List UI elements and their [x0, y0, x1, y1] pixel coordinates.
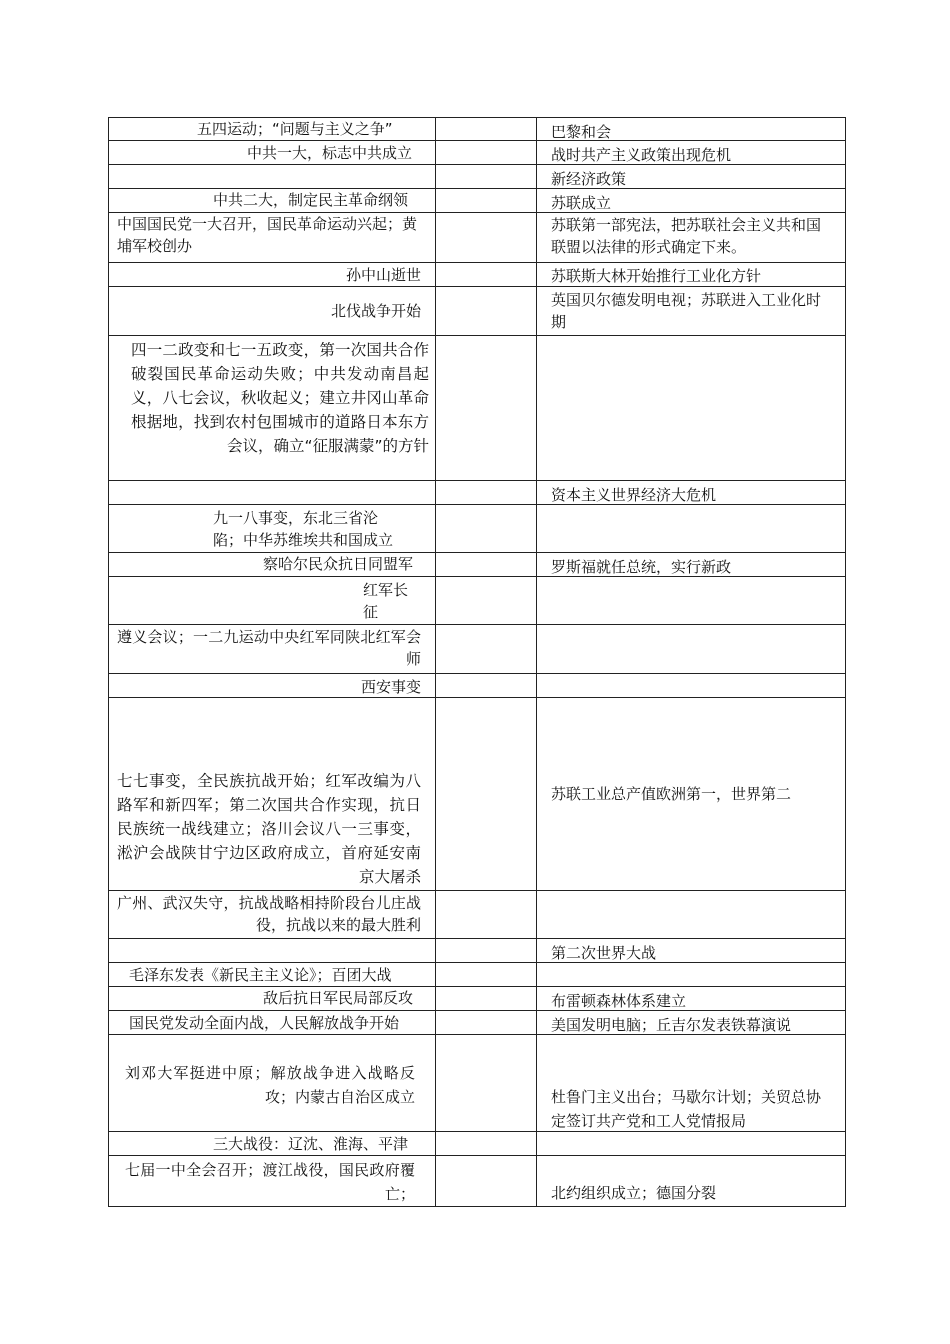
- world-event-text: [537, 1132, 845, 1154]
- china-event-cell: [109, 698, 436, 891]
- world-event-cell: [537, 481, 846, 505]
- world-event-text: 美国发明电脑；丘吉尔发表铁幕演说: [551, 1016, 792, 1033]
- world-event-cell: [537, 987, 846, 1011]
- spacer-cell: [436, 1132, 537, 1156]
- world-event-text: 罗斯福就任总统，实行新政: [551, 558, 732, 575]
- world-event-text: [537, 505, 845, 551]
- china-event-text: 察哈尔民众抗日同盟军: [263, 555, 414, 573]
- world-event-cell: [537, 939, 846, 963]
- spacer-cell: [436, 625, 537, 674]
- world-event-text: 英国贝尔德发明电视；苏联进入工业化时期: [551, 291, 822, 331]
- world-event-text: 布雷顿森林体系建立: [551, 992, 687, 1009]
- china-event-text: 中共一大，标志中共成立: [247, 144, 413, 162]
- china-event-text: 五四运动；“问题与主义之争”: [197, 120, 393, 138]
- world-event-text: 巴黎和会: [551, 123, 612, 140]
- table-row: [109, 553, 846, 577]
- china-event-text: 三大战役：辽沈、淮海、平津: [213, 1135, 409, 1153]
- china-event-text: 国民党发动全面内战，人民解放战争开始: [129, 1014, 400, 1032]
- world-event-cell: [537, 625, 846, 674]
- world-event-cell: [537, 577, 846, 625]
- china-event-text: 九一八事变，东北三省沦陷；中华苏维埃共和国成立: [213, 509, 394, 549]
- china-event-text: [109, 481, 435, 503]
- world-event-cell: [537, 1132, 846, 1156]
- china-event-cell: [109, 336, 436, 481]
- china-event-cell: [109, 118, 436, 141]
- china-event-text: 红军长征: [363, 581, 409, 621]
- table-row: [109, 1156, 846, 1207]
- china-event-cell: [109, 263, 436, 287]
- china-event-text: 七七事变，全民族抗战开始；红军改编为八路军和新四军；第二次国共合作实现，抗日民族统一战线建立；洛川会议八一三事变，淞沪会战陕甘宁边区政府成立，首府延安南京大屠杀: [117, 772, 421, 886]
- table-row: [109, 1132, 846, 1156]
- spacer-cell: [436, 165, 537, 189]
- world-event-text: [537, 336, 845, 479]
- world-event-text: [537, 577, 845, 623]
- spacer-cell: [436, 336, 537, 481]
- china-event-cell: [109, 553, 436, 577]
- spacer-cell: [436, 213, 537, 263]
- table-row: [109, 674, 846, 698]
- table-row: [109, 577, 846, 625]
- table-row: [109, 963, 846, 987]
- world-event-cell: [537, 1035, 846, 1132]
- table-row: [109, 625, 846, 674]
- spacer-cell: [436, 577, 537, 625]
- table-row: [109, 336, 846, 481]
- spacer-cell: [436, 141, 537, 165]
- spacer-cell: [436, 189, 537, 213]
- world-event-text: 杜鲁门主义出台；马歇尔计划；关贸总协定签订共产党和工人党情报局: [551, 1088, 822, 1130]
- china-event-cell: [109, 287, 436, 336]
- china-event-cell: [109, 987, 436, 1011]
- world-event-text: [537, 674, 845, 696]
- table-row: [109, 263, 846, 287]
- china-event-text: 中共二大，制定民主革命纲领: [213, 191, 409, 209]
- world-event-cell: [537, 213, 846, 263]
- table-row: [109, 189, 846, 213]
- china-event-text: 中国国民党一大召开，国民革命运动兴起；黄埔军校创办: [117, 215, 418, 255]
- china-event-cell: [109, 505, 436, 553]
- world-event-cell: [537, 963, 846, 987]
- spacer-cell: [436, 263, 537, 287]
- china-event-cell: [109, 189, 436, 213]
- spacer-cell: [436, 698, 537, 891]
- china-event-text: 遵义会议；一二九运动中央红军同陕北红军会师: [117, 628, 421, 668]
- china-event-cell: [109, 625, 436, 674]
- world-event-text: [537, 891, 845, 937]
- world-event-text: 资本主义世界经济大危机: [551, 486, 717, 503]
- china-event-text: [109, 165, 435, 187]
- world-event-cell: [537, 336, 846, 481]
- table-row: [109, 165, 846, 189]
- world-event-text: 战时共产主义政策出现危机: [551, 146, 732, 163]
- world-event-cell: [537, 891, 846, 939]
- china-event-cell: [109, 939, 436, 963]
- world-event-text: [537, 625, 845, 672]
- table-row: [109, 505, 846, 553]
- spacer-cell: [436, 505, 537, 553]
- world-event-cell: [537, 118, 846, 141]
- china-event-cell: [109, 1156, 436, 1207]
- spacer-cell: [436, 1035, 537, 1132]
- china-event-text: 孙中山逝世: [345, 266, 421, 284]
- world-event-text: 苏联工业总产值欧洲第一，世界第二: [551, 784, 792, 803]
- china-event-text: 刘邓大军挺进中原；解放战争进入战略反攻；内蒙古自治区成立: [125, 1064, 415, 1106]
- china-event-text: 广州、武汉失守，抗战战略相持阶段台儿庄战役，抗战以来的最大胜利: [117, 894, 421, 934]
- china-event-cell: [109, 577, 436, 625]
- table-row: [109, 891, 846, 939]
- china-event-text: [109, 939, 435, 961]
- spacer-cell: [436, 987, 537, 1011]
- china-event-cell: [109, 141, 436, 165]
- world-event-text: 苏联成立: [551, 194, 612, 211]
- world-event-cell: [537, 674, 846, 698]
- table-row: [109, 987, 846, 1011]
- china-event-cell: [109, 891, 436, 939]
- china-event-text: 北伐战争开始: [330, 301, 421, 320]
- table-row: [109, 698, 846, 891]
- world-event-text: 苏联斯大林开始推行工业化方针: [551, 267, 762, 285]
- world-event-cell: [537, 287, 846, 336]
- spacer-cell: [436, 118, 537, 141]
- spacer-cell: [436, 939, 537, 963]
- world-event-text: 北约组织成立；德国分裂: [551, 1184, 717, 1202]
- world-event-cell: [537, 1011, 846, 1035]
- table-row: [109, 481, 846, 505]
- table-row: [109, 118, 846, 141]
- table-row: [109, 939, 846, 963]
- history-timeline-table: [108, 117, 846, 1207]
- china-event-cell: [109, 1132, 436, 1156]
- china-event-text: 七届一中全会召开；渡江战役，国民政府覆亡；: [125, 1161, 415, 1203]
- spacer-cell: [436, 963, 537, 987]
- world-event-text: 第二次世界大战: [551, 944, 657, 961]
- table-row: [109, 287, 846, 336]
- world-event-cell: [537, 553, 846, 577]
- world-event-text: 新经济政策: [551, 170, 627, 187]
- spacer-cell: [436, 1156, 537, 1207]
- world-event-text: 苏联第一部宪法，把苏联社会主义共和国联盟以法律的形式确定下来。: [551, 216, 822, 256]
- china-event-cell: [109, 963, 436, 987]
- spacer-cell: [436, 674, 537, 698]
- china-event-cell: [109, 674, 436, 698]
- table-row: [109, 213, 846, 263]
- world-event-cell: [537, 505, 846, 553]
- table-row: [109, 1035, 846, 1132]
- spacer-cell: [436, 1011, 537, 1035]
- china-event-text: 四一二政变和七一五政变，第一次国共合作破裂国民革命运动失败；中共发动南昌起义，八七会议，秋收起义；建立井冈山革命根据地，找到农村包围城市的道路日本东方会议，确立“征服满蒙”的方针: [131, 341, 429, 455]
- china-event-text: 西安事变: [360, 678, 421, 696]
- world-event-cell: [537, 141, 846, 165]
- china-event-text: 毛泽东发表《新民主主义论》；百团大战: [129, 966, 392, 984]
- china-event-cell: [109, 213, 436, 263]
- world-event-text: [537, 963, 845, 985]
- china-event-cell: [109, 165, 436, 189]
- spacer-cell: [436, 553, 537, 577]
- spacer-cell: [436, 287, 537, 336]
- world-event-cell: [537, 698, 846, 891]
- world-event-cell: [537, 189, 846, 213]
- china-event-cell: [109, 481, 436, 505]
- world-event-cell: [537, 1156, 846, 1207]
- china-event-text: 敌后抗日军民局部反攻: [263, 989, 414, 1007]
- world-event-cell: [537, 263, 846, 287]
- spacer-cell: [436, 481, 537, 505]
- table-row: [109, 141, 846, 165]
- spacer-cell: [436, 891, 537, 939]
- world-event-cell: [537, 165, 846, 189]
- china-event-cell: [109, 1011, 436, 1035]
- china-event-cell: [109, 1035, 436, 1132]
- table-row: [109, 1011, 846, 1035]
